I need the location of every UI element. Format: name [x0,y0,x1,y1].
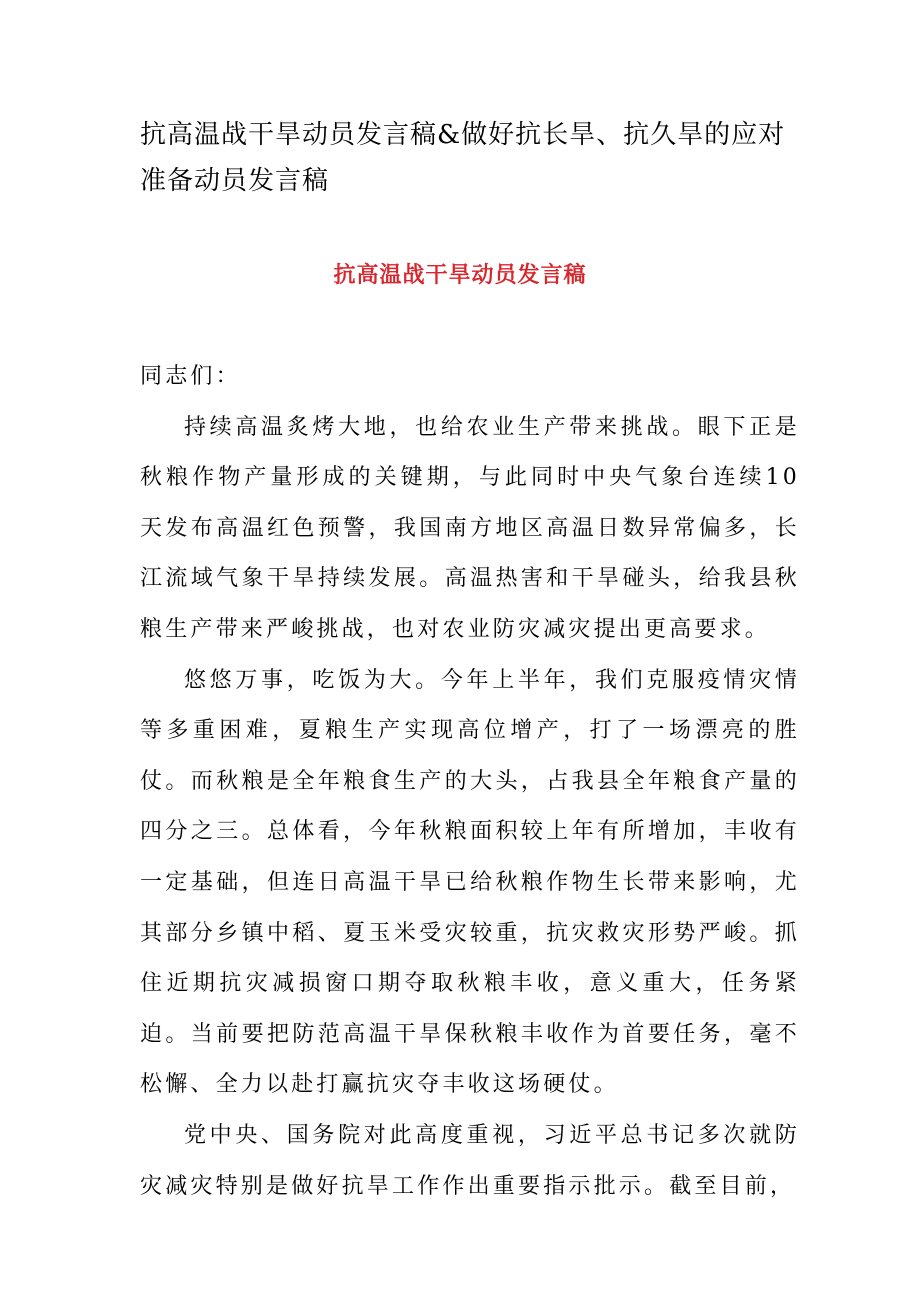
section-title: 抗高温战干旱动员发言稿 [333,262,587,288]
paragraph: 党中央、国务院对此高度重视，习近平总书记多次就防灾减灾特别是做好抗旱工作作出重要指示批示。截至目前， [140,1122,800,1199]
paragraph: 悠悠万事，吃饭为大。今年上半年，我们克服疫情灾情等多重困难，夏粮生产实现高位增产，打了一场漂亮的胜仗。而秋粮是全年粮食生产的大头，占我县全年粮食产量的四分之三。总体看，今年秋粮面积较上年有所增加，丰收有一定基础，但连日高温干旱已给秋粮作物生长带来影响，尤其部分乡镇中稻、夏玉米受灾较重，抗灾救灾形势严峻。抓住近期抗灾减损窗口期夺取秋粮丰收，意义重大，任务紧迫。当前要把防范高温干旱保秋粮丰收作为首要任务，毫不松懈、全力以赴打赢抗灾夺丰收这场硬仗。 [140,667,800,1098]
document-body [140,352,800,1212]
document-title: 抗高温战干旱动员发言稿&做好抗长旱、抗久旱的应对准备动员发言稿 [140,120,786,196]
salutation: 同志们： [140,364,241,389]
paragraph: 持续高温炙烤大地，也给农业生产带来挑战。眼下正是秋粮作物产量形成的关键期，与此同时中央气象台连续10天发布高温红色预警，我国南方地区高温日数异常偏多，长江流域气象干旱持续发展。高温热害和干旱碰头，给我县秋粮生产带来严峻挑战，也对农业防灾减灾提出更高要求。 [140,414,800,642]
